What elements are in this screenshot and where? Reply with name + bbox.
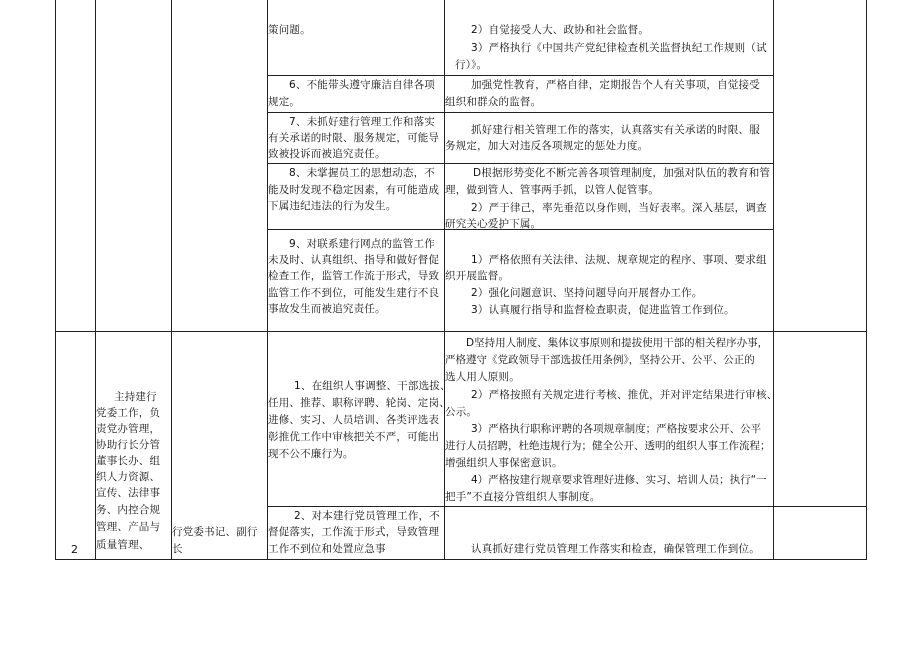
- risk-text-line: 策问题。: [268, 24, 311, 36]
- rule-row-top: [55, 331, 866, 332]
- measure-text-line: 增强组织人事保密意识。: [445, 457, 563, 469]
- duties-text-line: 质量管理、: [96, 539, 150, 551]
- measure-text-line: D根据形势变化不断完善各项管理制度，加强对队伍的教育和管: [473, 167, 771, 179]
- measure-text-line: 1）严格依照有关法律、法规、规章规定的程序、事项、要求组: [471, 254, 767, 266]
- measure-text-line: 2）强化问题意识、坚持问题导向开展督办工作。: [471, 287, 703, 299]
- position-text-line: 长: [172, 543, 183, 555]
- risk-text-line: 7、未抓好建行管理工作和落实: [289, 116, 435, 128]
- measure-text-line: 2）严于律己，率先垂范以身作则，当好表率。深入基层，调查: [471, 202, 767, 214]
- measure-text-line: 织开展监督。: [445, 270, 510, 282]
- risk-text-line: 致被投诉而被追究责任。: [268, 148, 386, 160]
- rule-col: [773, 0, 774, 560]
- measure-text-line: 3）严格执行《中国共产党纪律检查机关监督执纪工作规则（试: [471, 42, 767, 54]
- rule-col: [171, 0, 172, 560]
- risk-text-line: 现不公不廉行为。: [268, 448, 354, 460]
- measure-text-line: 加强党性教育，严格自律，定期报告个人有关事项，自觉接受: [471, 79, 760, 91]
- rule-cell-top: [267, 112, 773, 113]
- measure-text-line: 抓好建行相关管理工作的落实，认真落实有关承诺的时限、服: [471, 124, 760, 136]
- position-text-line: 行党委书记、副行: [172, 526, 258, 538]
- risk-text-line: 彰推优工作中审核把关不严，可能出: [268, 431, 440, 443]
- duties-text-line: 宣传、法律事: [96, 487, 161, 499]
- risk-text-line: 监管工作不到位，可能发生建行不良: [268, 287, 440, 299]
- measure-text-line: 2）自觉接受人大、政协和社会监督。: [471, 24, 650, 36]
- measure-text-line: 严格遵守《党政领导干部选拔任用条例》，坚持公开、公平、公正的: [445, 354, 755, 366]
- risk-text-line: 进修、实习、人员培训、各类评选表: [268, 414, 440, 426]
- measure-text-line: 3）认真履行指导和监督检查职责，促进监管工作到位。: [471, 304, 735, 316]
- duties-text-line: 责党办管理，: [96, 423, 161, 435]
- duties-text-line: 党委工作，负: [96, 407, 161, 419]
- measure-text-line: 公示。: [445, 406, 478, 418]
- measure-text-line: 认真抓好建行党员管理工作落实和检查，确保管理工作到位。: [471, 543, 760, 555]
- row-number: 2: [71, 543, 78, 556]
- risk-text-line: 有关承诺的时限、服务规定，可能导: [268, 132, 440, 144]
- risk-text-line: 事故发生而被追究责任。: [268, 303, 386, 315]
- risk-text-line: 下属违纪违法的行为发生。: [268, 200, 397, 212]
- risk-text-line: 8、未掌握员工的思想动态，不: [289, 167, 435, 179]
- duties-text-line: 管理、产品与: [96, 521, 161, 533]
- risk-text-line: 2、对本建行党员管理工作，不: [294, 510, 440, 522]
- rule-col: [866, 0, 867, 560]
- rule-cell-top: [267, 506, 866, 507]
- measure-text-line: 理，做到管人、管事两手抓，以管人促管事。: [445, 184, 659, 196]
- risk-text-line: 工作不到位和处置应急事: [268, 543, 386, 555]
- measure-text-line: 进行人员招聘，杜绝违规行为；健全公开、透明的组织人事工作流程；: [445, 440, 771, 452]
- rule-cell-top: [267, 163, 773, 164]
- rule-table-bottom: [55, 559, 866, 560]
- risk-text-line: 未及时、认真组织、指导和做好督促: [268, 254, 440, 266]
- measure-text-line: 4）严格按建行规章要求管理好进修、实习、培训人员；执行“一: [471, 474, 767, 486]
- measure-text-line: D坚持用人制度、集体议事原则和提拔使用干部的相关程序办事，: [466, 337, 769, 349]
- risk-text-line: 规定。: [268, 96, 301, 108]
- measure-text-line: 2）严格按照有关规定进行考核、推优，并对评定结果进行审核、: [471, 389, 778, 401]
- duties-text-line: 务、内控合规: [96, 504, 161, 516]
- duties-text-line: 主持建行: [114, 391, 157, 403]
- measure-text-line: 务规定，加大对违反各项规定的惩处力度。: [445, 140, 649, 152]
- risk-text-line: 能及时发现不稳定因素，有可能造成: [268, 184, 440, 196]
- measure-text-line: 3）严格执行职称评聘的各项规章制度；严格按要求公开、公平: [471, 423, 762, 435]
- measure-text-line: 组织和群众的监督。: [445, 96, 542, 108]
- risk-text-line: 1、在组织人事调整、干部选拔、: [294, 380, 451, 392]
- measure-text-line: 研究关心爱护下属。: [445, 218, 542, 230]
- risk-text-line: 任用、推荐、职称评聘、轮岗、定岗、: [268, 397, 450, 409]
- duties-text-line: 织人力资源、: [96, 471, 161, 483]
- risk-text-line: 检查工作，监管工作流于形式，导致: [268, 270, 440, 282]
- measure-text-line: 行）》。: [455, 59, 488, 71]
- rule-col: [55, 0, 56, 560]
- measure-text-line: 把手”不直接分管组织人事制度。: [445, 491, 601, 503]
- risk-text-line: 6、不能带头遵守廉洁自律各项: [289, 79, 435, 91]
- rule-cell-top: [267, 75, 773, 76]
- measure-text-line: 选人用人原则。: [445, 371, 520, 383]
- risk-text-line: 督促落实，工作流于形式，导致管理: [268, 526, 440, 538]
- duties-text-line: 董事长办、组: [96, 455, 161, 467]
- duties-text-line: 协助行长分管: [96, 439, 161, 451]
- risk-text-line: 9、对联系建行网点的监管工作: [289, 238, 435, 250]
